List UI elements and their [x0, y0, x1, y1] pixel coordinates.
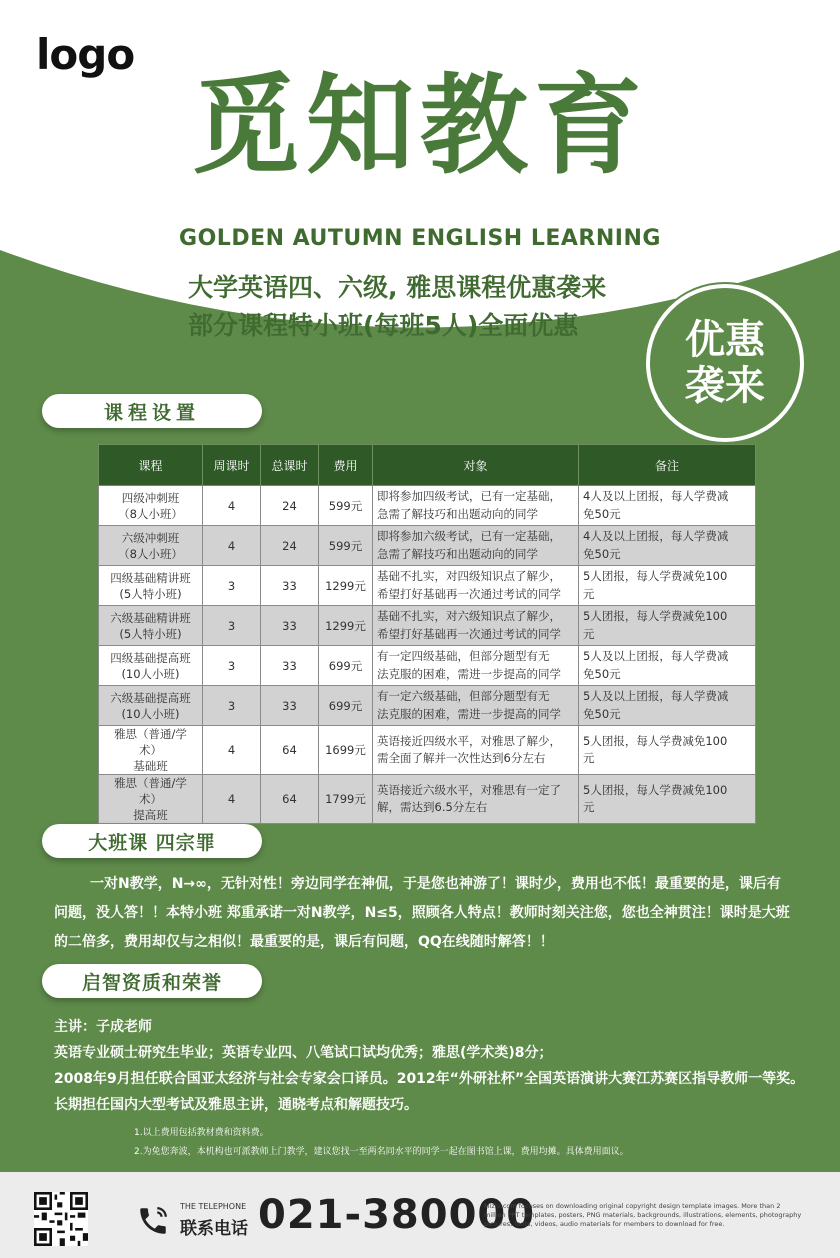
- note: 5人及以上团报，每人学费减 免50元: [579, 686, 756, 726]
- fee: 699元: [319, 646, 373, 686]
- telephone-label-cn: 联系电话: [180, 1219, 248, 1239]
- weekly-hours: 3: [203, 686, 261, 726]
- table-row: [99, 726, 756, 775]
- course-name: 六级基础提高班 (10人小班): [99, 686, 203, 726]
- header-fee: 费用: [319, 445, 373, 486]
- footer: [0, 1172, 840, 1258]
- course-name: 雅思（普通/学术） 提高班: [99, 775, 203, 824]
- total-hours: 33: [261, 606, 319, 646]
- weekly-hours: 4: [203, 526, 261, 566]
- headline-2: 部分课程特小班(每班5人)全面优惠: [188, 311, 579, 340]
- course-name: 四级基础提高班 (10人小班): [99, 646, 203, 686]
- table-row: [99, 606, 756, 646]
- table-row: [99, 526, 756, 566]
- table-row: [99, 775, 756, 824]
- note-2: 2.为免您奔波，本机构也可派教师上门教学，建议您找一至两名同水平的同学一起在图书馆上课，费用均摊。具体费用面议。: [134, 1147, 629, 1157]
- header-course: 课程: [99, 445, 203, 486]
- header-weekly-hours: 周课时: [203, 445, 261, 486]
- note: 5人团报，每人学费减免100 元: [579, 606, 756, 646]
- fee: 1699元: [319, 726, 373, 775]
- english-subtitle: GOLDEN AUTUMN ENGLISH LEARNING: [179, 226, 661, 251]
- teacher-qualification: 英语专业硕士研究生毕业；英语专业四、八笔试口试均优秀；雅思(学术类)8分；: [54, 1045, 553, 1061]
- telephone-label-en: THE TELEPHONE: [180, 1202, 247, 1211]
- note: 5人团报，每人学费减免100 元: [579, 775, 756, 824]
- target: 即将参加四级考试，已有一定基础， 急需了解技巧和出题动向的同学: [373, 486, 579, 526]
- notes: [134, 1124, 814, 1162]
- course-name: 四级冲刺班 （8人小班）: [99, 486, 203, 526]
- teacher-info: [54, 1014, 814, 1118]
- header-total-hours: 总课时: [261, 445, 319, 486]
- promo-badge: [646, 284, 804, 442]
- total-hours: 24: [261, 486, 319, 526]
- fee: 599元: [319, 486, 373, 526]
- note: 4人及以上团报，每人学费减 免50元: [579, 526, 756, 566]
- total-hours: 33: [261, 646, 319, 686]
- teacher-name: 主讲：子成老师: [54, 1019, 152, 1035]
- note: 5人及以上团报，每人学费减 免50元: [579, 646, 756, 686]
- header-target: 对象: [373, 445, 579, 486]
- phone-icon: [136, 1204, 170, 1238]
- table-row: [99, 486, 756, 526]
- table-row: [99, 566, 756, 606]
- table-header-row: [99, 445, 756, 486]
- qr-code-icon: [34, 1192, 88, 1246]
- note: 5人团报，每人学费减免100 元: [579, 566, 756, 606]
- section-big-class-title: 大班课 四宗罪: [42, 824, 262, 858]
- target: 英语接近四级水平，对雅思了解少， 需全面了解并一次性达到6分左右: [373, 726, 579, 775]
- big-class-paragraph: 一对N教学，N→∞，无针对性！旁边同学在神侃，于是您也神游了！课时少，费用也不低！最重要的是，课后有问题，没人答！！本特小班 郑重承诺一对N教学，N≤5，照顾各人特点！教师时刻关注您，您也全神贯注！课时是大班的二倍多，费用却仅与之相似！最重要的是，课后有问题，QQ在线随时解答！！: [54, 876, 790, 950]
- table-row: [99, 686, 756, 726]
- fee: 599元: [319, 526, 373, 566]
- target: 有一定四级基础，但部分题型有无 法克服的困难，需进一步提高的同学: [373, 646, 579, 686]
- weekly-hours: 4: [203, 486, 261, 526]
- teacher-experience: 2008年9月担任联合国亚太经济与社会专家会口译员。2012年“外研社杯”全国英语演讲大赛江苏赛区指导教师一等奖。长期担任国内大型考试及雅思主讲，通晓考点和解题技巧。: [54, 1071, 805, 1113]
- headline-1: 大学英语四、六级, 雅思课程优惠袭来: [188, 273, 607, 302]
- table-row: [99, 646, 756, 686]
- note: 5人团报，每人学费减免100 元: [579, 726, 756, 775]
- weekly-hours: 4: [203, 726, 261, 775]
- target: 基础不扎实，对六级知识点了解少， 希望打好基础再一次通过考试的同学: [373, 606, 579, 646]
- section-honor-title: 启智资质和荣誉: [42, 964, 262, 998]
- total-hours: 33: [261, 686, 319, 726]
- total-hours: 64: [261, 726, 319, 775]
- course-name: 六级基础精讲班 (5人特小班): [99, 606, 203, 646]
- total-hours: 64: [261, 775, 319, 824]
- target: 即将参加六级考试，已有一定基础， 急需了解技巧和出题动向的同学: [373, 526, 579, 566]
- header-notes: 备注: [579, 445, 756, 486]
- course-name: 雅思（普通/学术） 基础班: [99, 726, 203, 775]
- weekly-hours: 3: [203, 566, 261, 606]
- course-name: 四级基础精讲班 (5人特小班): [99, 566, 203, 606]
- target: 英语接近六级水平，对雅思有一定了 解，需达到6.5分左右: [373, 775, 579, 824]
- total-hours: 24: [261, 526, 319, 566]
- phone-number: 021-380000: [258, 1192, 536, 1238]
- target: 基础不扎实，对四级知识点了解少， 希望打好基础再一次通过考试的同学: [373, 566, 579, 606]
- fee: 1299元: [319, 566, 373, 606]
- fee: 1299元: [319, 606, 373, 646]
- target: 有一定六级基础，但部分题型有无 法克服的困难，需进一步提高的同学: [373, 686, 579, 726]
- brand-title: 觅知教育: [191, 64, 648, 189]
- weekly-hours: 4: [203, 775, 261, 824]
- weekly-hours: 3: [203, 606, 261, 646]
- course-name: 六级冲刺班 （8人小班）: [99, 526, 203, 566]
- fee: 699元: [319, 686, 373, 726]
- logo: logo: [36, 30, 135, 79]
- fee: 1799元: [319, 775, 373, 824]
- promo-line-1: 优惠: [685, 317, 765, 363]
- total-hours: 33: [261, 566, 319, 606]
- note-1: 1.以上费用包括教材费和资料费。: [134, 1128, 269, 1138]
- disclaimer-text: Mizhi.com focuses on downloading original copyright design template images. More than 2 million PPT templates, posters, PNG materials, backgrounds, illustrations, elements, photography pictures, fonts, videos, audio materials for members to download for free.: [484, 1202, 802, 1228]
- promo-line-2: 袭来: [685, 363, 765, 409]
- note: 4人及以上团报，每人学费减 免50元: [579, 486, 756, 526]
- weekly-hours: 3: [203, 646, 261, 686]
- section-courses-title: 课程设置: [42, 394, 262, 428]
- course-table: [98, 444, 756, 824]
